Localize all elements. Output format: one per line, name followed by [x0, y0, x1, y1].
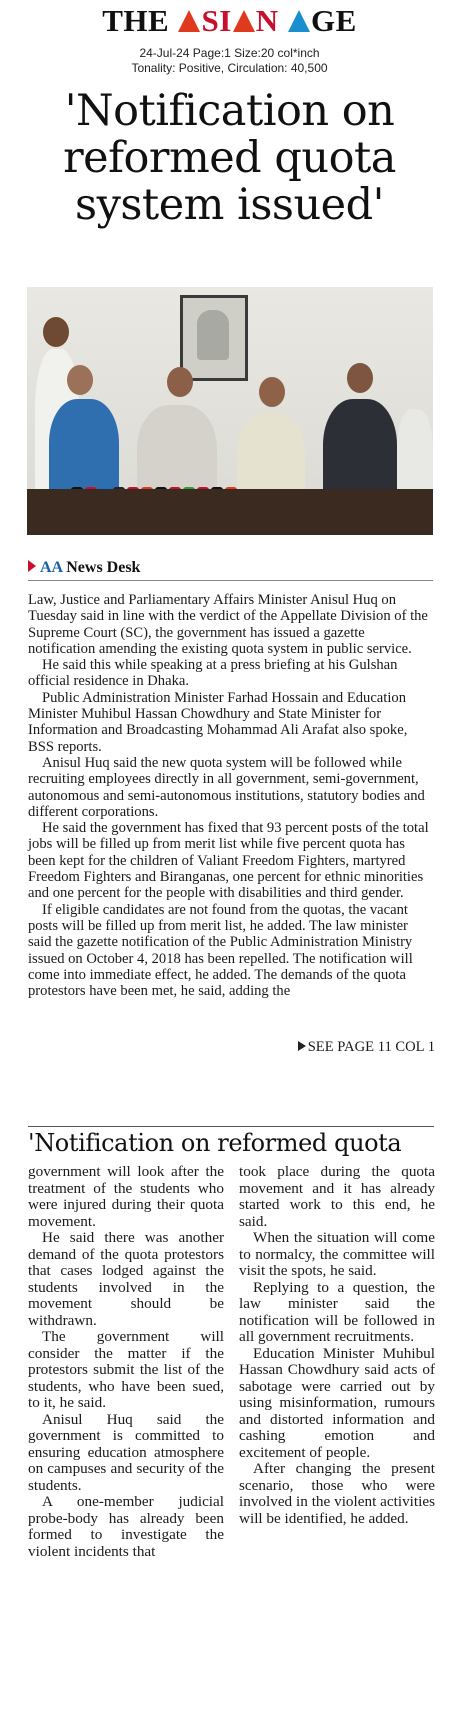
masthead: [0, 4, 459, 76]
continuation-left-column: [28, 1164, 224, 1560]
newspaper-logo: THE SI N GE: [102, 3, 357, 38]
headline-line: reformed quota: [63, 133, 396, 183]
paragraph: took place during the quota movement and it has already started work to this end, he said.: [239, 1163, 435, 1230]
red-arrow-icon: [28, 560, 36, 572]
paragraph: A one-member judicial probe-body has already been formed to investigate the violent incidents that: [28, 1493, 224, 1560]
headline-line: system issued': [75, 180, 384, 230]
person-head: [67, 365, 93, 395]
paragraph: Replying to a question, the law minister said the notification will be followed in all government recruitments.: [239, 1278, 435, 1345]
paragraph: Anisul Huq said the new quota system will be followed while recruiting employees directly in all government, semi-government, autonomous and semi-autonomous institutions, statutory bodies and different corporations.: [28, 754, 425, 820]
person-head: [167, 367, 193, 397]
triangle-a-icon: [233, 10, 255, 32]
paragraph: If eligible candidates are not found from the quotas, the vacant posts will be filled up from merit list, he added. The law minister said the gazette notification of the Public Administration Ministry issued on October 4, 2018 has been repelled. The notification will come into immediate effect, he added. The demands of the quota protestors have been met, he said, adding the: [28, 901, 413, 1000]
wall-portrait: [180, 295, 248, 381]
paragraph: He said the government has fixed that 93 percent posts of the total jobs will be filled up from merit list while five percent quota has been kept for the children of Valiant Freedom Fighters, martyred Freedom Fighters and Biranganas, one percent for ethnic minorities and one percent for the people with disabilities and third gender.: [28, 820, 429, 902]
paragraph: The government will consider the matter if the protestors submit the list of the students, who have been sued, to it, he said.: [28, 1328, 224, 1411]
paragraph: He said there was another demand of the quota protestors that cases lodged against the students involved in the movement should be withdrawn.: [28, 1229, 224, 1329]
clipping-meta: [0, 46, 459, 76]
continuation-right-column: [239, 1164, 435, 1527]
headline-line: 'Notification on: [64, 86, 395, 136]
see-page-jump: [280, 1039, 435, 1056]
person-head: [347, 363, 373, 393]
paragraph: Law, Justice and Parliamentary Affairs Minister Anisul Huq on Tuesday said in line with the verdict of the Appellate Division of the Supreme Court (SC), the government has issued a gazette notification amending the existing quota system in public service.: [28, 592, 428, 657]
triangle-a-icon: [288, 10, 310, 32]
byline: [28, 558, 433, 581]
paragraph: He said this while speaking at a press briefing at his Gulshan official residence in Dhaka.: [28, 657, 398, 690]
person-head: [43, 317, 69, 347]
see-page-label: SEE PAGE 11 COL 1: [307, 1039, 435, 1055]
byline-desk: News Desk: [66, 559, 141, 576]
byline-aa: AA: [40, 559, 63, 576]
clipping-date-size: 24-Jul-24 Page:1 Size:20 col*inch: [139, 46, 320, 60]
continuation-heading: 'Notification on reformed quota: [28, 1129, 402, 1157]
press-briefing-photo: [27, 287, 433, 535]
divider: [28, 1126, 434, 1127]
person-head: [259, 377, 285, 407]
paragraph: Education Minister Muhibul Hassan Chowdhury said acts of sabotage were carried out by using misinformation, rumours and distorted information and cashing emotion and excitement of people.: [239, 1344, 435, 1461]
paragraph: government will look after the treatment of the students who were injured during their quota movement.: [28, 1163, 224, 1230]
clipping-tonality: Tonality: Positive, Circulation: 40,500: [131, 61, 328, 75]
paragraph: Public Administration Minister Farhad Hossain and Education Minister Muhibul Hassan Chowdhury and State Minister for Information and Broadcasting Mohammad Ali Arafat also spoke, BSS reports.: [28, 689, 408, 755]
briefing-table: [27, 489, 433, 535]
triangle-a-icon: [178, 10, 200, 32]
headline: [0, 88, 459, 229]
article-body: [28, 592, 434, 999]
paragraph: Anisul Huq said the government is committed to ensuring education atmosphere on campuses and security of the students.: [28, 1410, 224, 1494]
paragraph: When the situation will come to normalcy, the committee will visit the spots, he said.: [239, 1229, 435, 1279]
jump-arrow-icon: [298, 1041, 306, 1051]
paragraph: After changing the present scenario, those who were involved in the violent activities will be identified, he added.: [239, 1460, 435, 1527]
